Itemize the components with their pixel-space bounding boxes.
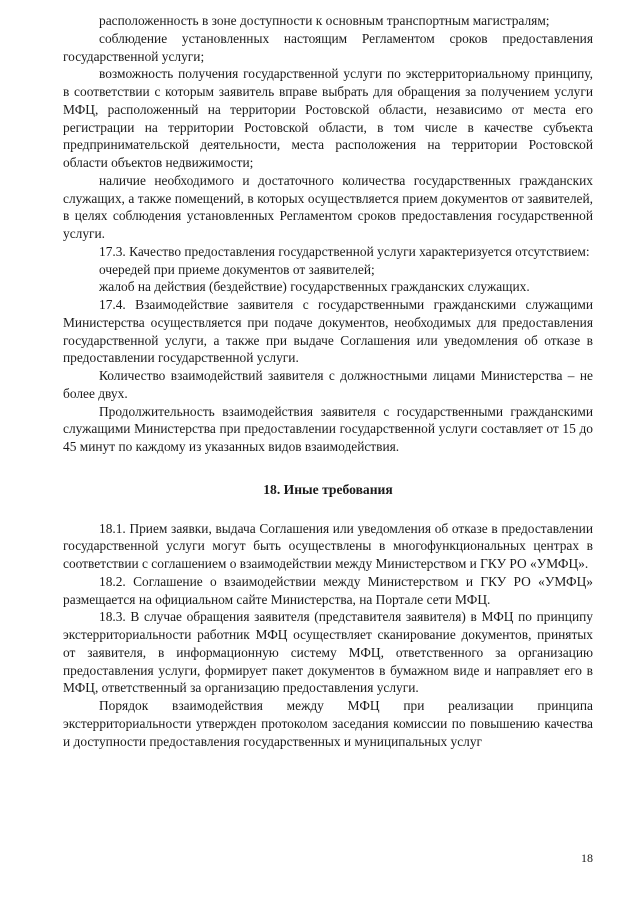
paragraph-extraterritorial: возможность получения государственной услуги по экстерриториальному принципу, в соответствии с которым заявитель вправе выбрать для обращения за получением услуги МФЦ, расположенный на территории Ростовской области, независимо от места его регистрации на территории Ростовской области, в том числе в качестве субъекта предпринимательской деятельности, места расположения на территории Ростовской области объектов недвижимости; [63,66,593,170]
paragraph-18-3: 18.3. В случае обращения заявителя (представителя заявителя) в МФЦ по принципу экстерриториальности работник МФЦ осуществляет сканирование документов, принятых от заявителя, в информационную систему МФЦ, ответственного за организацию предоставления услуги, формирует пакет документов в бумажном виде и направляет его в МФЦ, ответственный за организацию предоставления услуги. [63,609,593,696]
paragraph-18-2: 18.2. Соглашение о взаимодействии между Министерством и ГКУ РО «УМФЦ» размещается на официальном сайте Министерства, на Портале сети МФЦ. [63,573,593,607]
paragraph-staff-premises: наличие необходимого и достаточного количества государственных гражданских служащих, а также помещений, в которых осуществляется прием документов от заявителей, в целях соблюдения установленных Регламентом сроков предоставления государственной услуги. [63,172,593,241]
paragraph-procedure: Порядок взаимодействия между МФЦ при реализации принципа экстерриториальности утвержден протоколом заседания комиссии по повышению качества и доступности предоставления государственных и муниципальных услуг [63,698,593,749]
paragraph-transport-access: расположенность в зоне доступности к основным транспортным магистралям; [99,13,550,28]
paragraph-queues: очередей при приеме документов от заявителей; [99,261,375,277]
paragraph-17-4: 17.4. Взаимодействие заявителя с государственными гражданскими служащими Министерства осуществляется при подаче документов, необходимых для предоставления государственной услуги, а также при выдаче Соглашения или уведомления об отказе в предоставлении государственной услуги. [63,297,593,366]
paragraph-18-1: 18.1. Прием заявки, выдача Соглашения или уведомления об отказе в предоставлении государственной услуги могут быть осуществлены в многофункциональных центрах в соответствии с соглашением о взаимодействии между Министерством и ГКУ РО «УМФЦ». [63,520,593,571]
paragraph-interaction-duration: Продолжительность взаимодействия заявителя с государственными гражданскими служащими Министерства при предоставлении государственной услуги составляет от 15 до 45 минут по каждому из указанных видов взаимодействия. [63,403,593,454]
paragraph-deadlines: соблюдение установленных настоящим Регламентом сроков предоставления государственной услуги; [63,30,593,64]
document-body [63,12,593,750]
section-heading: 18. Иные требования [263,481,393,497]
paragraph-complaints: жалоб на действия (бездействие) государственных гражданских служащих. [99,279,530,295]
paragraph-interaction-count: Количество взаимодействий заявителя с должностными лицами Министерства – не более двух. [63,368,593,401]
page-number: 18 [581,851,593,865]
paragraph-17-3: 17.3. Качество предоставления государственной услуги характеризуется отсутствием: [99,243,590,259]
